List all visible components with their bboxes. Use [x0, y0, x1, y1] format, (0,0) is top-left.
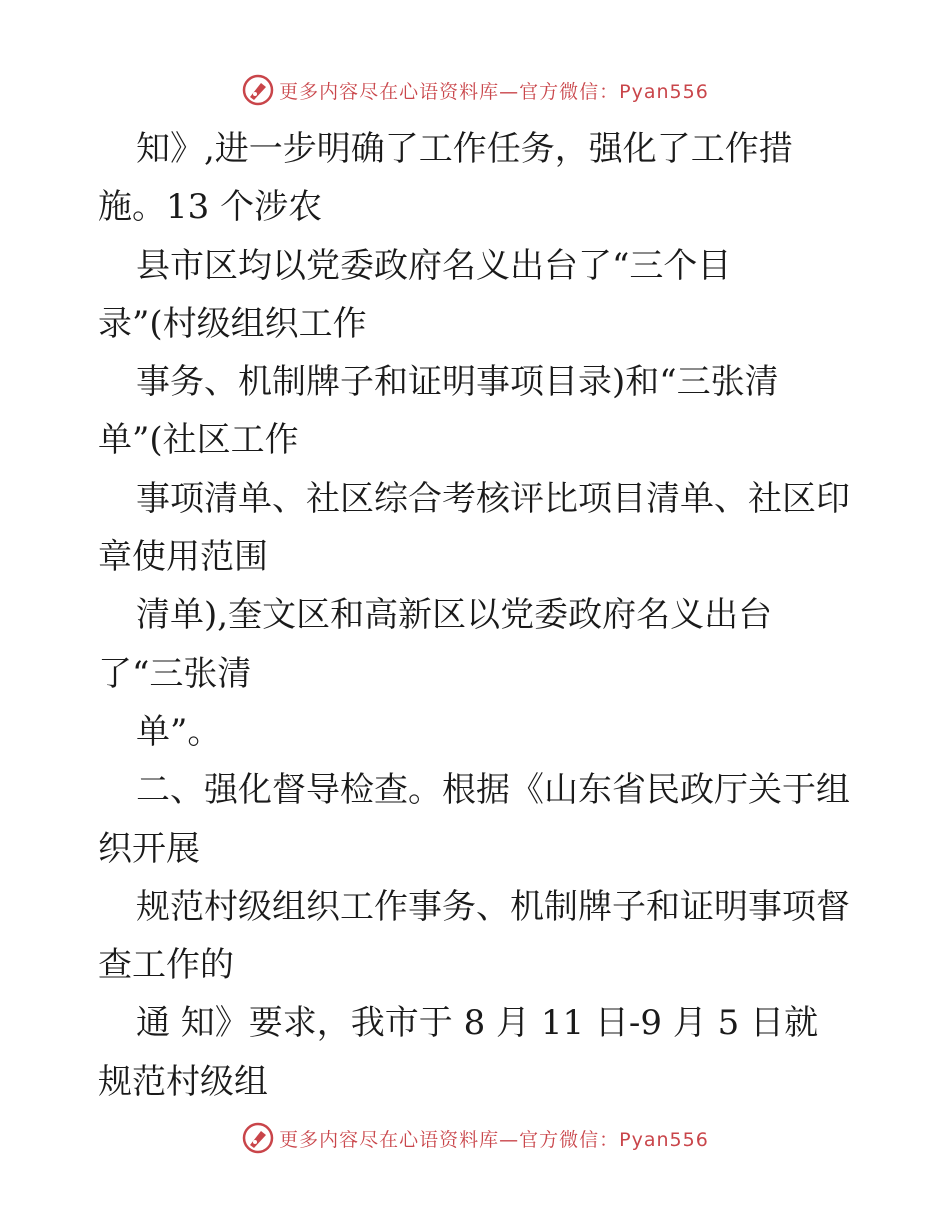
text-line: 织开展	[98, 828, 200, 869]
document-body	[98, 120, 858, 1111]
text-line: 清单),奎文区和高新区以党委政府名义出台	[136, 595, 773, 636]
text-line: 录”(村级组织工作	[98, 303, 367, 344]
text-line: 章使用范围	[98, 537, 268, 578]
text-line: 了“三张清	[98, 653, 252, 694]
text-line: 施。13 个涉农	[98, 187, 323, 228]
pen-nib-logo-icon	[241, 1121, 275, 1155]
footer-banner	[0, 1118, 950, 1158]
text-line: 查工作的	[98, 945, 234, 986]
text-line: 规范村级组	[98, 1061, 268, 1102]
pen-nib-logo-icon	[241, 73, 275, 107]
footer-banner-text: 更多内容尽在心语资料库—官方微信：Pyan556	[279, 1128, 709, 1151]
text-line: 事项清单、社区综合考核评比项目清单、社区印	[136, 478, 850, 519]
text-line: 单”。	[136, 711, 222, 752]
text-line: 规范村级组织工作事务、机制牌子和证明事项督	[136, 886, 850, 927]
header-banner-text: 更多内容尽在心语资料库—官方微信：Pyan556	[279, 80, 709, 103]
header-banner	[0, 70, 950, 110]
text-line: 县市区均以党委政府名义出台了“三个目	[136, 245, 732, 286]
text-line: 事务、机制牌子和证明事项目录)和“三张清	[136, 362, 779, 403]
text-line: 知》,进一步明确了工作任务，强化了工作措	[136, 129, 793, 169]
text-line: 单”(社区工作	[98, 420, 299, 461]
text-line: 二、强化督导检查。根据《山东省民政厅关于组	[136, 770, 850, 811]
text-line: 通 知》要求，我市于 8 月 11 日-9 月 5 日就	[136, 1003, 819, 1044]
